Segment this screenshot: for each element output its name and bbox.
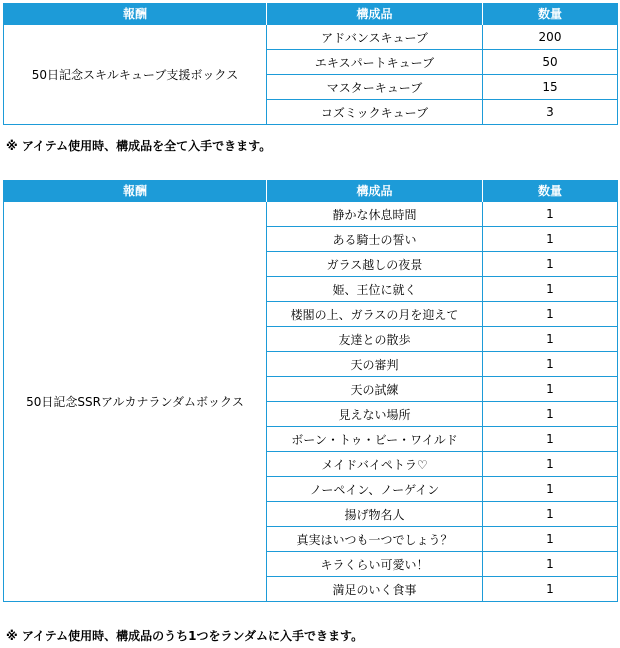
component-name: マスターキューブ (267, 75, 483, 100)
table-header-row (4, 180, 618, 202)
component-quantity: 3 (483, 100, 618, 125)
component-quantity: 50 (483, 50, 618, 75)
table-row (4, 202, 618, 227)
component-name: ボーン・トゥ・ビー・ワイルド (267, 427, 483, 452)
component-name: ある騎士の誓い (267, 227, 483, 252)
component-name: 揚げ物名人 (267, 502, 483, 527)
header-component: 構成品 (267, 180, 483, 202)
component-quantity: 1 (483, 202, 618, 227)
table-body (4, 25, 618, 125)
component-name: 姫、王位に就く (267, 277, 483, 302)
component-quantity: 1 (483, 227, 618, 252)
component-quantity: 1 (483, 452, 618, 477)
header-reward: 報酬 (4, 3, 267, 25)
reward-name: 50日記念スキルキューブ支援ボックス (4, 25, 267, 125)
component-quantity: 1 (483, 552, 618, 577)
component-name: エキスパートキューブ (267, 50, 483, 75)
component-name: 友達との散歩 (267, 327, 483, 352)
component-quantity: 1 (483, 252, 618, 277)
component-quantity: 1 (483, 302, 618, 327)
component-name: キラくらい可愛い！ (267, 552, 483, 577)
component-quantity: 1 (483, 502, 618, 527)
component-name: 楼閣の上、ガラスの月を迎えて (267, 302, 483, 327)
component-quantity: 200 (483, 25, 618, 50)
component-name: 真実はいつも一つでしょう？ (267, 527, 483, 552)
component-name: アドバンスキューブ (267, 25, 483, 50)
header-reward: 報酬 (4, 180, 267, 202)
component-name: 天の試練 (267, 377, 483, 402)
header-quantity: 数量 (483, 180, 618, 202)
component-quantity: 1 (483, 327, 618, 352)
component-quantity: 1 (483, 577, 618, 602)
note-all-components: ※ アイテム使用時、構成品を全て入手できます。 (6, 139, 272, 153)
table-header-row (4, 3, 618, 25)
component-quantity: 1 (483, 527, 618, 552)
component-quantity: 1 (483, 402, 618, 427)
header-component: 構成品 (267, 3, 483, 25)
component-name: コズミックキューブ (267, 100, 483, 125)
table-body (4, 202, 618, 602)
component-name: 見えない場所 (267, 402, 483, 427)
component-quantity: 1 (483, 352, 618, 377)
header-quantity: 数量 (483, 3, 618, 25)
component-quantity: 1 (483, 377, 618, 402)
component-name: 静かな休息時間 (267, 202, 483, 227)
component-quantity: 1 (483, 277, 618, 302)
component-name: ノーペイン、ノーゲイン (267, 477, 483, 502)
component-name: ガラス越しの夜景 (267, 252, 483, 277)
component-name: 満足のいく食事 (267, 577, 483, 602)
table-row (4, 25, 618, 50)
component-quantity: 15 (483, 75, 618, 100)
component-name: 天の審判 (267, 352, 483, 377)
component-quantity: 1 (483, 477, 618, 502)
reward-name: 50日記念SSRアルカナランダムボックス (4, 202, 267, 602)
component-name: メイドバイペトラ♡ (267, 452, 483, 477)
note-random-component: ※ アイテム使用時、構成品のうち1つをランダムに入手できます。 (6, 629, 364, 643)
ssr-arcana-box-table (3, 180, 618, 602)
skill-cube-box-table (3, 3, 618, 125)
component-quantity: 1 (483, 427, 618, 452)
